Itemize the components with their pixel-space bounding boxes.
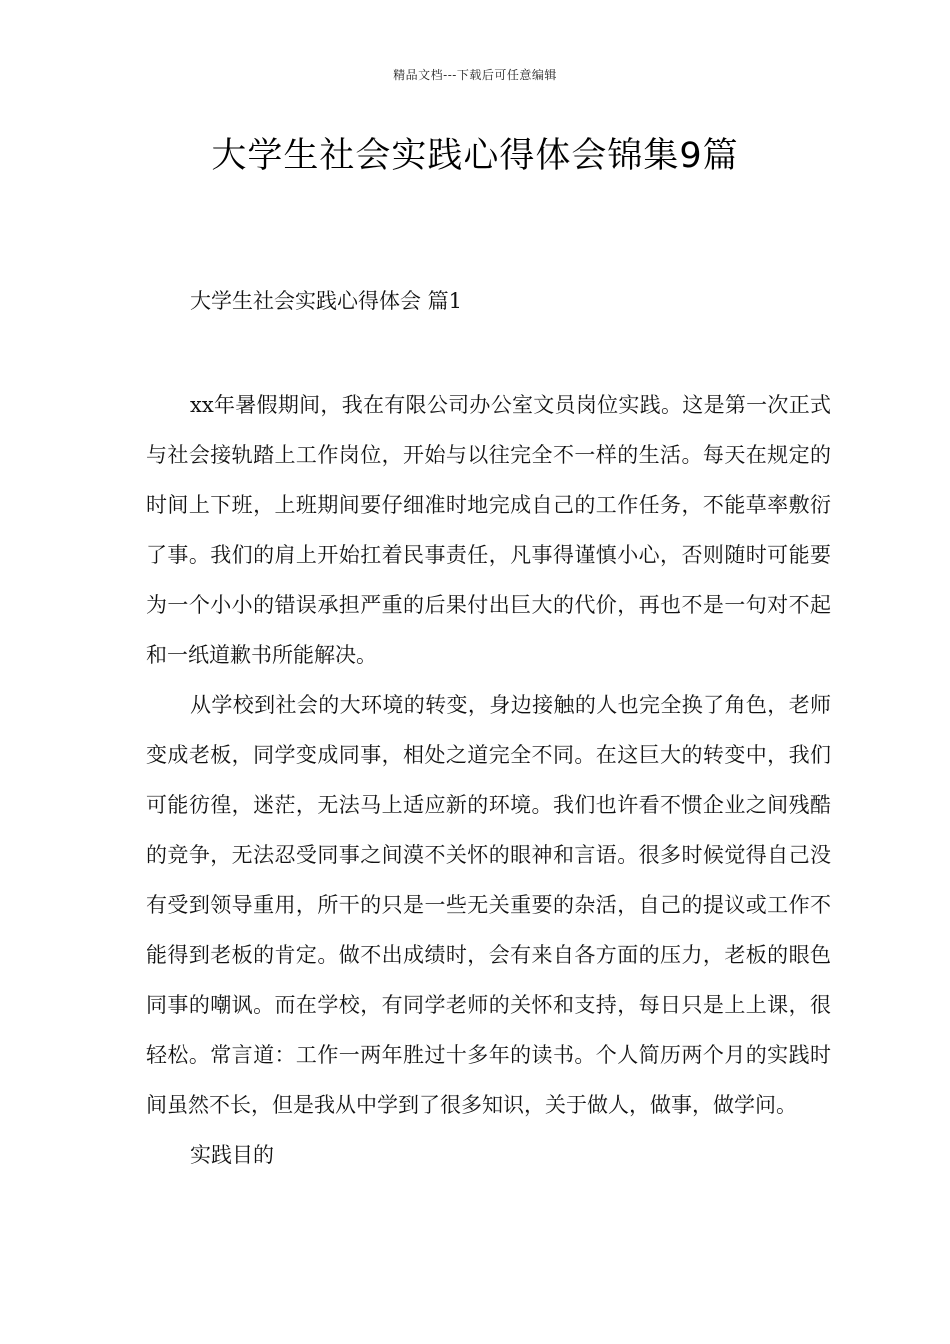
section-heading: 大学生社会实践心得体会 篇1 [190, 289, 463, 313]
paragraph: xx年暑假期间，我在有限公司办公室文员岗位实践。这是第一次正式与社会接轨踏上工作岗位，开始与以往完全不一样的生活。每天在规定的时间上下班，上班期间要仔细准时地完成自己的工作任务，不能草率敷衍了事。我们的肩上开始扛着民事责任，凡事得谨慎小心，否则随时可能要为一个小小的错误承担严重的后果付出巨大的代价，再也不是一句对不起和一纸道歉书所能解决。 [146, 393, 831, 667]
paragraph: 从学校到社会的大环境的转变，身边接触的人也完全换了角色，老师变成老板，同学变成同事，相处之道完全不同。在这巨大的转变中，我们可能彷徨，迷茫，无法马上适应新的环境。我们也许看不惯企业之间残酷的竞争，无法忍受同事之间漠不关怀的眼神和言语。很多时候觉得自己没有受到领导重用，所干的只是一些无关重要的杂活，自己的提议或工作不能得到老板的肯定。做不出成绩时，会有来自各方面的压力，老板的眼色同事的嘲讽。而在学校，有同学老师的关怀和支持，每日只是上上课，很轻松。常言道：工作一两年胜过十多年的读书。个人简历两个月的实践时间虽然不长，但是我从中学到了很多知识，关于做人，做事，做学问。 [146, 693, 831, 1117]
paragraph: 实践目的 [190, 1143, 274, 1167]
document-title: 大学生社会实践心得体会锦集9篇 [211, 136, 739, 176]
header-note: 精品文档---下载后可任意编辑 [393, 68, 557, 82]
body-text [146, 380, 831, 1180]
